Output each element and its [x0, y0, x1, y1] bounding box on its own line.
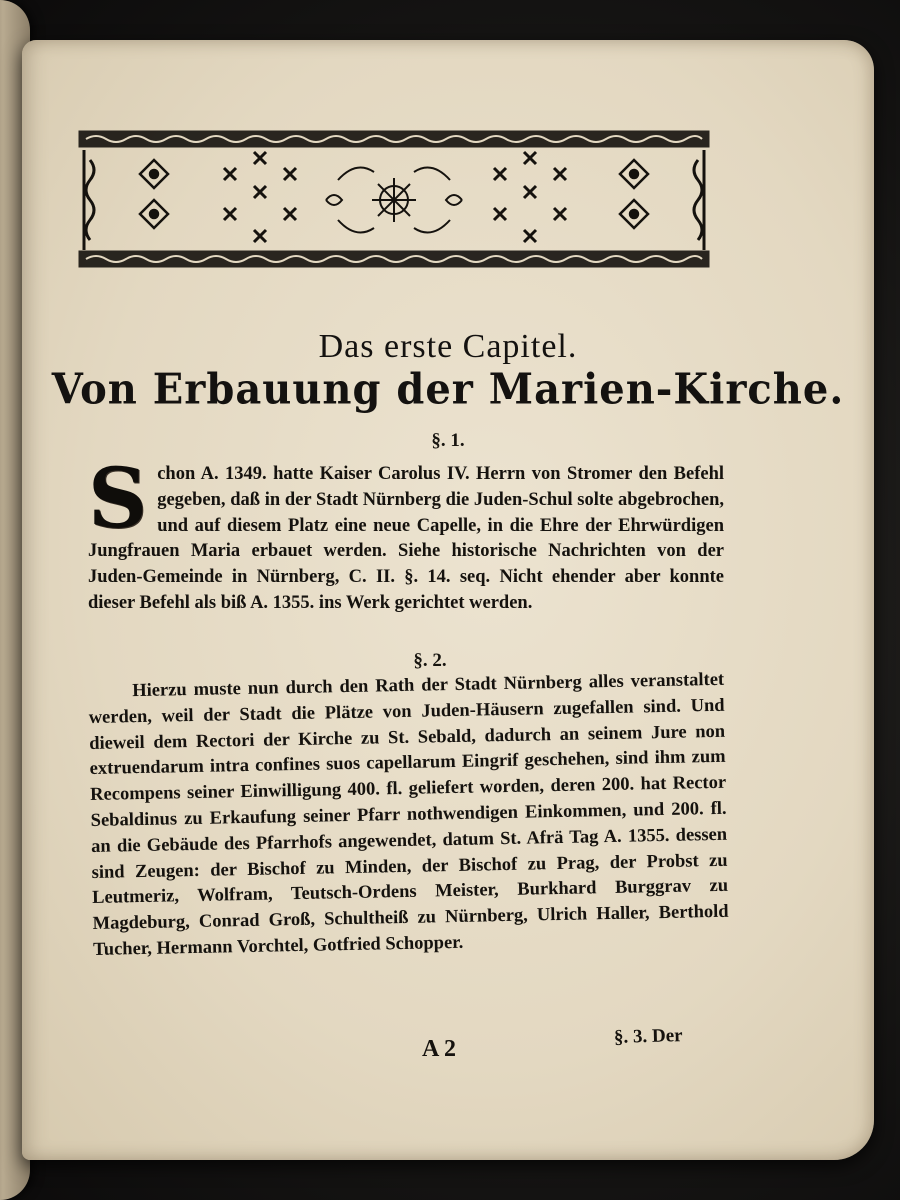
book-page — [22, 40, 874, 1160]
paragraph-1 — [88, 451, 724, 617]
drop-capital: S — [88, 451, 148, 547]
chapter-number: Das erste Capitel. — [318, 328, 578, 365]
signature-mark: A 2 — [422, 1036, 457, 1062]
paragraph-2-text: Hierzu muste nun durch den Rath der Stadt Nürnberg alles veranstaltet werden, weil der Stadt die Plätze von Juden-Häusern zugefallen sind. Und dieweil dem Rectori der Kirche zu St. Sebald, dadurch an seinem Jure non extruendarum intra confines suos capellarum Eingrif geschehen, sind ihm zum Recompens seiner Einwilligung 400. fl. geliefert worden, deren 200. hat Rector Sebaldinus zu Erkaufung seiner Pfarr nothwendigen Einkommen, und 200. fl. an die Gebäude des Pfarrhofs angewendet, datum St. Afrä Tag A. 1355. dessen sind Zeugen: der Bischof zu Minden, der Bischof zu Prag, der Probst zu Leutmeriz, Wolfram, Teutsch-Ordens Meister, Burkhard Burggrav zu Magdeburg, Conrad Groß, Schultheiß zu Nürnberg, Ulrich Haller, Berthold Tucher, Hermann Vorchtel, Gotfried Schopper. — [88, 669, 729, 960]
section-mark-1: §. 1. — [431, 430, 465, 451]
paragraph-1-text: chon A. 1349. hatte Kaiser Carolus IV. Herrn von Stromer den Befehl gegeben, daß in der Stadt Nürnberg die Juden-Schul solte abgebrochen, und auf diesem Platz eine neue Capelle, in die Ehre der Ehrwürdigen Jungfrauen Maria erbauet werden. Siehe historische Nachrichten von der Juden-Gemeinde in Nürnberg, C. II. §. 14. seq. Nicht ehender aber konnte dieser Befehl als biß A. 1355. ins Werk gerichtet werden. — [88, 464, 724, 613]
catchword: §. 3. Der — [613, 1025, 683, 1048]
section-mark-2: §. 2. — [413, 650, 447, 671]
paragraph-indent — [88, 696, 132, 697]
paragraph-2 — [88, 668, 729, 964]
headpiece-ornament — [76, 130, 712, 270]
chapter-title: Von Erbauung der Marien-Kirche. — [51, 364, 845, 415]
